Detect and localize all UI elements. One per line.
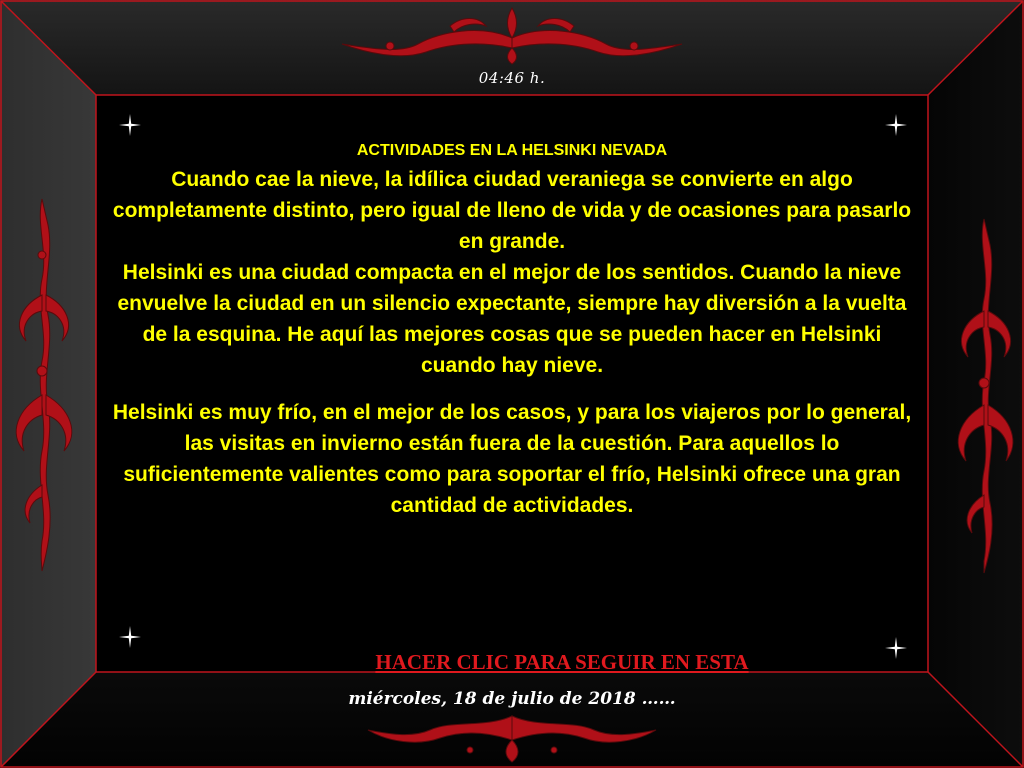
date-label: miércoles, 18 de julio de 2018 …… [348,689,676,709]
paragraph-spacer [110,381,914,397]
article-paragraph-3: Helsinki es muy frío, en el mejor de los casos, y para los viajeros por lo general, las visitas en invierno están fuera de la cuestión. Para aquellos lo suficientemente valientes como para soportar el frío, Helsinki ofrece una gran cantidad de actividades. [112,401,912,517]
sparkle-icon [885,114,907,136]
article-paragraph-2: Helsinki es una ciudad compacta en el mejor de los sentidos. Cuando la nieve envuelve la ciudad en un silencio expectante, siempre hay diversión a la vuelta de la esquina. He aquí las mejores cosas que se pueden hacer en Helsinki cuando hay nieve. [117,261,907,377]
bottom-scroll-ornament [360,706,664,764]
left-scroll-ornament [2,195,82,575]
continue-link[interactable]: HACER CLIC PARA SEGUIR EN ESTA [375,650,749,674]
article-heading: ACTIVIDADES EN LA HELSINKI NEVADA [356,142,668,159]
right-scroll-ornament [944,215,1022,575]
article-paragraph-1: Cuando cae la nieve, la idílica ciudad veraniega se convierte en algo completamente distinto, pero igual de lleno de vida y de ocasiones para pasarlo en grande. [112,168,912,253]
top-scroll-ornament [330,4,694,66]
sparkle-icon [119,114,141,136]
sparkle-icon [119,626,141,648]
article-body [110,140,914,521]
time-label: 04:46 h. [478,69,546,87]
